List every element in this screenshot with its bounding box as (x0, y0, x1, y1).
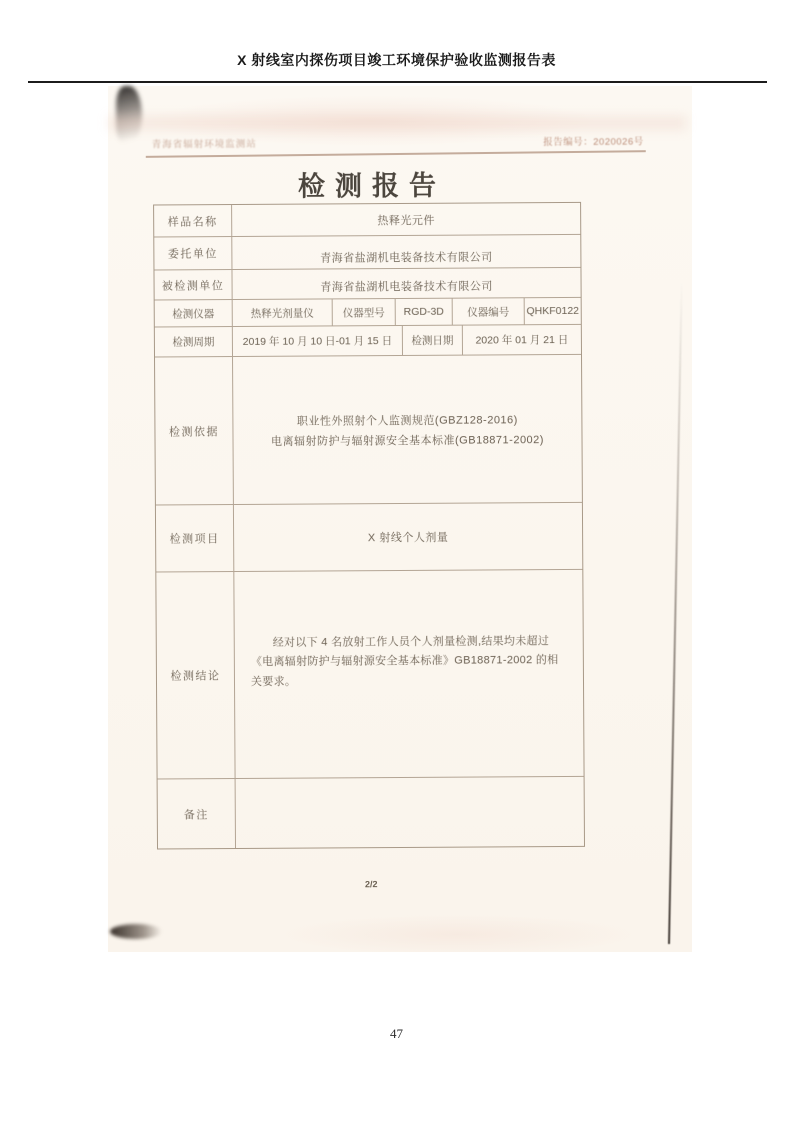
date-value: 2020 年 01 月 21 日 (463, 325, 581, 356)
basis-line-1: 职业性外照射个人监测规范(GBZ128-2016) (296, 414, 518, 428)
letterhead-divider (146, 150, 646, 157)
report-table (153, 202, 585, 850)
row-value: 热释光元件 (232, 203, 580, 237)
table-row-inspected-unit (154, 268, 580, 301)
basis-line-2: 电离辐射防护与辐射源安全基本标准(GB18871-2002) (271, 433, 545, 448)
row-label: 样品名称 (154, 205, 232, 237)
conclusion-text: 经对以下 4 名放射工作人员个人剂量检测,结果均未超过《电离辐射防护与辐射源安全基本标准》GB18871-2002 的相关要求。 (234, 570, 583, 779)
instrument-model: RGD-3D (396, 299, 453, 326)
instrument-name: 热释光剂量仪 (233, 299, 333, 327)
row-label: 被检测单位 (154, 270, 232, 300)
table-row-items (156, 503, 582, 573)
table-row-sample-name (154, 203, 580, 238)
row-label: 检测项目 (156, 505, 234, 572)
scan-content (105, 84, 694, 954)
scan-page-indicator: 2/2 (364, 879, 378, 890)
row-label: 检测依据 (155, 357, 234, 505)
report-number: 报告编号：2020026号 (543, 136, 644, 149)
report-letterhead: 青海省辐射环境监测站 (151, 138, 257, 151)
row-label: 检测仪器 (155, 300, 233, 327)
header-divider (28, 81, 767, 83)
table-row-period (155, 325, 581, 358)
instrument-serial: QHKF0122 (525, 298, 581, 325)
table-row-client (154, 235, 580, 271)
table-row-conclusion (156, 570, 583, 780)
document-header-title: X 射线室内探伤项目竣工环境保护验收监测报告表 (237, 52, 556, 68)
table-row-remarks (158, 777, 584, 849)
instrument-model-label: 仪器型号 (333, 299, 396, 326)
page-number: 47 (390, 1026, 403, 1041)
row-value: 青海省盐湖机电装备技术有限公司 (232, 268, 580, 300)
date-label: 检测日期 (403, 326, 463, 356)
row-label: 检测结论 (156, 572, 235, 779)
instrument-serial-label: 仪器编号 (453, 298, 525, 325)
report-header-row (152, 134, 644, 151)
table-row-instrument (155, 298, 581, 328)
row-label: 备注 (158, 779, 236, 848)
basis-text (233, 355, 582, 505)
row-value: 青海省盐湖机电装备技术有限公司 (232, 235, 580, 270)
row-value: X 射线个人剂量 (234, 503, 582, 572)
scanned-report-sheet (108, 86, 692, 952)
row-label: 检测周期 (155, 327, 233, 357)
row-value (236, 777, 584, 848)
table-row-basis (155, 355, 582, 506)
row-label: 委托单位 (154, 237, 232, 270)
period-value: 2019 年 10 月 10 日-01 月 15 日 (233, 326, 403, 357)
report-title: 检测报告 (297, 170, 447, 202)
